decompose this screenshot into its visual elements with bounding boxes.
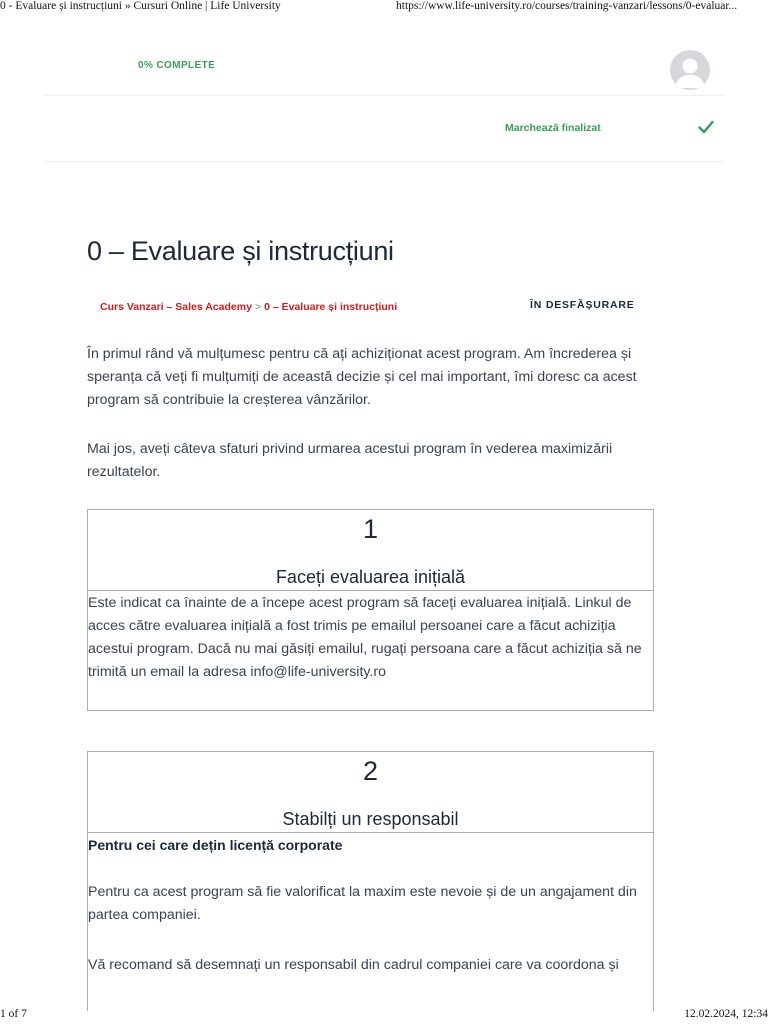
breadcrumb: [100, 301, 397, 313]
page-title: 0 – Evaluare și instrucțiuni: [87, 236, 394, 266]
intro-paragraph: În primul rând vă mulțumesc pentru că ați achiziționat acest program. Am încrederea și speranța că veți fi mulțumiți de această decizie și cel mai important, îmi doresc ca acest program să contribuie la creșterea vânzărilor.: [87, 346, 637, 408]
breadcrumb-current[interactable]: 0 – Evaluare și instrucțiuni: [264, 301, 398, 313]
step-paragraph: Vă recomand să desemnați un responsabil din cadrul companiei care va coordona și: [88, 957, 619, 973]
print-datetime: 12.02.2024, 12:34: [684, 1008, 768, 1020]
divider: [45, 161, 723, 162]
step-subheading: Pentru cei care dețin licență corporate: [88, 837, 343, 853]
check-icon[interactable]: [698, 120, 714, 134]
progress-label: 0% COMPLETE: [138, 60, 216, 71]
step-paragraph: Pentru ca acest program să fie valorificat la maxim este nevoie și de un angajament din partea companiei.: [88, 884, 637, 923]
divider: [45, 95, 723, 96]
step-divider: [88, 832, 653, 833]
step-divider: [88, 590, 653, 591]
avatar[interactable]: [670, 50, 710, 90]
mark-complete-button[interactable]: Marchează finalizat: [505, 122, 601, 134]
status-badge: ÎN DESFĂȘURARE: [530, 299, 635, 311]
print-header: [0, 0, 768, 14]
page-counter: 1 of 7: [0, 1008, 27, 1020]
breadcrumb-separator: >: [254, 301, 262, 313]
step-number: 1: [362, 514, 379, 544]
intro-paragraph: Mai jos, aveți câteva sfaturi privind urmarea acestui program în vederea maximizării rezultatelor.: [87, 441, 613, 480]
step-card: [87, 509, 654, 711]
user-icon: [670, 50, 710, 90]
print-url: https://www.life-university.ro/courses/training-vanzari/lessons/0-evaluar...: [396, 0, 738, 12]
step-card: [87, 751, 654, 1011]
print-footer: [0, 1006, 768, 1024]
step-number: 2: [362, 756, 379, 786]
step-title: Faceți evaluarea inițială: [275, 567, 466, 587]
step-body: Este indicat ca înainte de a începe acest program să faceți evaluarea inițială. Linkul de acces către evaluarea inițială a fost trimis pe emailul persoanei care a făcut achiziția acestui program. Dacă nu mai găsiți emailul, rugați persoana care a făcut achiziția să ne trimită un email la adresa info@life-university.ro: [88, 595, 642, 680]
breadcrumb-course-link[interactable]: Curs Vanzari – Sales Academy: [100, 301, 252, 313]
step-title: Stabilți un responsabil: [282, 809, 459, 829]
print-page-title: 0 - Evaluare și instrucțiuni » Cursuri Online | Life University: [0, 0, 281, 12]
